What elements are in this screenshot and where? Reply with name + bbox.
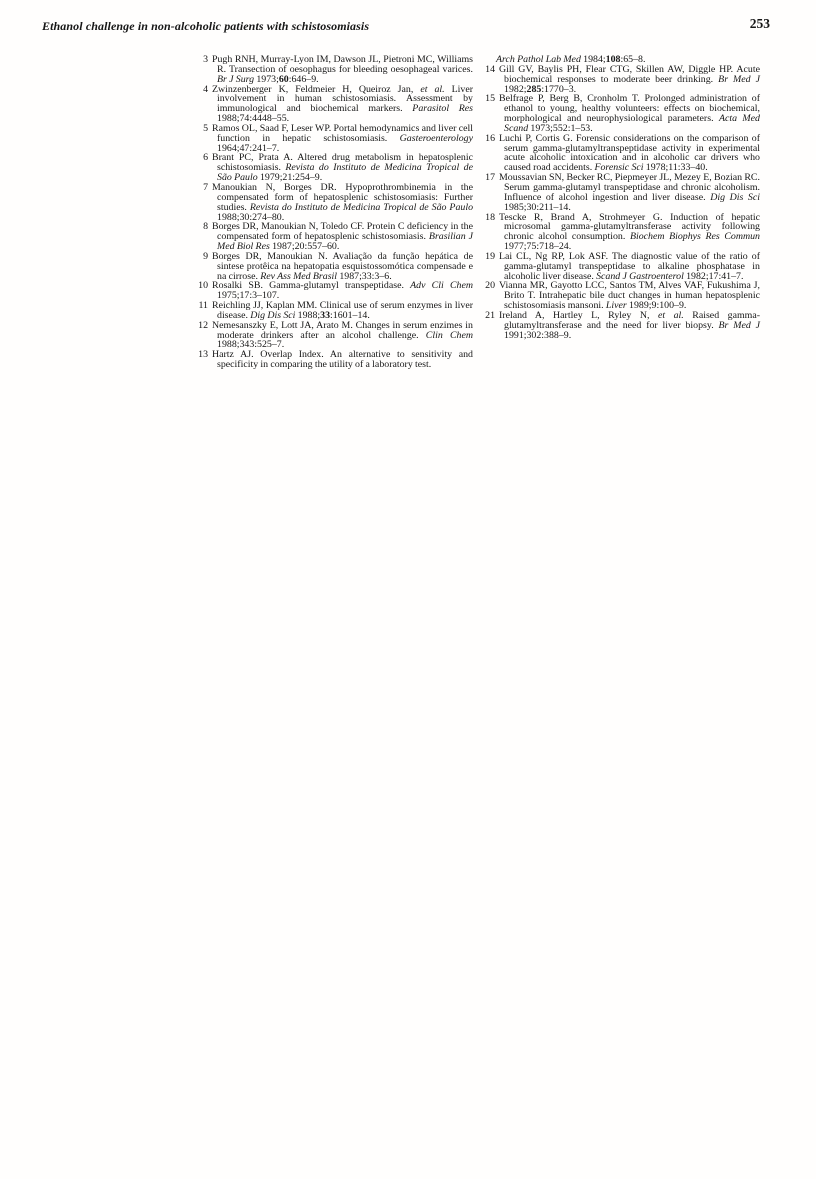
page-number: 253 [749,16,770,31]
reference-item: 16 Luchi P, Cortis G. Forensic considerations on the comparison of serum gamma-glutamyltranspeptidase activity in experimental acute alcoholic intoxication and in alcoholic car drivers who caused road accidents. Forensic Sci 1978;11:33–40. [482,134,760,173]
reference-number: 8 [203,221,208,233]
reference-item: 20 Vianna MR, Gayotto LCC, Santos TM, Alves VAF, Fukushima J, Brito T. Intrahepatic bile duct changes in human hepatosplenic schistosomiasis mansoni. Liver 1989;9:100–9. [482,281,760,311]
reference-item: 10 Rosalki SB. Gamma-glutamyl transpeptidase. Adv Cli Chem 1975;17:3–107. [195,281,473,301]
reference-number: 6 [203,152,208,164]
reference-number: 13 [198,349,208,361]
references-left-column [195,55,473,370]
reference-item: 19 Lai CL, Ng RP, Lok ASF. The diagnostic value of the ratio of gamma-glutamyl transpeptidase to alkaline phosphatase in alcoholic liver disease. Scand J Gastroenterol 1982;17:41–7. [482,252,760,282]
reference-number: 5 [203,122,208,134]
reference-number: 17 [485,172,495,184]
reference-item: 14 Gill GV, Baylis PH, Flear CTG, Skillen AW, Diggle HP. Acute biochemical responses to moderate beer drinking. Br Med J 1982;285:1770–3. [482,65,760,95]
reference-number: 7 [203,181,208,193]
reference-item: 7 Manoukian N, Borges DR. Hypoprothrombinemia in the compensated form of hepatosplenic schistosomiasis: Further studies. Revista do Instituto de Medicina Tropical de São Paulo 1988;30:274–80. [195,183,473,222]
reference-continuation: Arch Pathol Lab Med 1984;108:65–8. [496,54,646,65]
reference-item: 17 Moussavian SN, Becker RC, Piepmeyer JL, Mezey E, Bozian RC. Serum gamma-glutamyl transpeptidase and chronic alcoholism. Influence of alcohol ingestion and liver disease. Dig Dis Sci 1985;30:211–14. [482,173,760,212]
reference-item: 21 Ireland A, Hartley L, Ryley N, et al. Raised gamma-glutamyltransferase and the need for liver biopsy. Br Med J 1991;302:388–9. [482,311,760,341]
reference-number: 9 [203,250,208,262]
reference-number: 14 [485,63,495,75]
reference-item: 8 Borges DR, Manoukian N, Toledo CF. Protein C deficiency in the compensated form of hepatosplenic schistosomiasis. Brasilian J Med Biol Res 1987;20:557–60. [195,222,473,252]
reference-number: 19 [485,250,495,262]
reference-number: 15 [485,93,495,105]
reference-number: 12 [198,319,208,331]
reference-number: 21 [485,309,495,321]
reference-item: 9 Borges DR, Manoukian N. Avaliação da função hepática de sintese protêica na hepatopatia esquistossomótica compensade e na cirrose. Rev Ass Med Brasil 1987;33:3–6. [195,252,473,282]
reference-number: 11 [198,300,208,312]
reference-item: 12 Nemesanszky E, Lott JA, Arato M. Changes in serum enzimes in moderate drinkers after an alcohol challenge. Clin Chem 1988;343:525–7. [195,321,473,351]
reference-number: 16 [485,132,495,144]
reference-item: 4 Zwinzenberger K, Feldmeier H, Queiroz Jan, et al. Liver involvement in human schistosomiasis. Assessment by immunological and biochemical markers. Parasitol Res 1988;74:4448–55. [195,85,473,124]
running-head: Ethanol challenge in non-alcoholic patients with schistosomiasis [42,19,370,33]
reference-number: 20 [485,280,495,292]
reference-item: 6 Brant PC, Prata A. Altered drug metabolism in hepatosplenic schistosomiasis. Revista do Instituto de Medicina Tropical de São Paulo 1979;21:254–9. [195,153,473,183]
reference-number: 3 [203,54,208,65]
references-right-column [482,55,760,340]
reference-item: 15 Belfrage P, Berg B, Cronholm T. Prolonged administration of ethanol to young, healthy volunteers: effects on biochemical, morphological and neurophysiological parameters. Acta Med Scand 1973;552:1–53. [482,94,760,133]
reference-item: 5 Ramos OL, Saad F, Leser WP. Portal hemodynamics and liver cell function in hepatic schistosomiasis. Gasteroenterology 1964;47:241–7. [195,124,473,154]
reference-item: 18 Tescke R, Brand A, Strohmeyer G. Induction of hepatic microsomal gamma-glutamyltransferase activity following chronic alcohol consumption. Biochem Biophys Res Commun 1977;75:718–24. [482,213,760,252]
reference-item: 11 Reichling JJ, Kaplan MM. Clinical use of serum enzymes in liver disease. Dig Dis Sci 1988;33:1601–14. [195,301,473,321]
reference-item: 3 Pugh RNH, Murray-Lyon IM, Dawson JL, Pietroni MC, Williams R. Transection of oesophagus for bleeding oesophageal varices. Br J Surg 1973;60:646–9. [195,55,473,85]
reference-number: 10 [198,280,208,292]
reference-item: 13 Hartz AJ. Overlap Index. An alternative to sensitivity and specificity in comparing the utility of a laboratory test. [195,350,473,370]
reference-number: 4 [203,83,208,95]
reference-number: 18 [485,211,495,223]
